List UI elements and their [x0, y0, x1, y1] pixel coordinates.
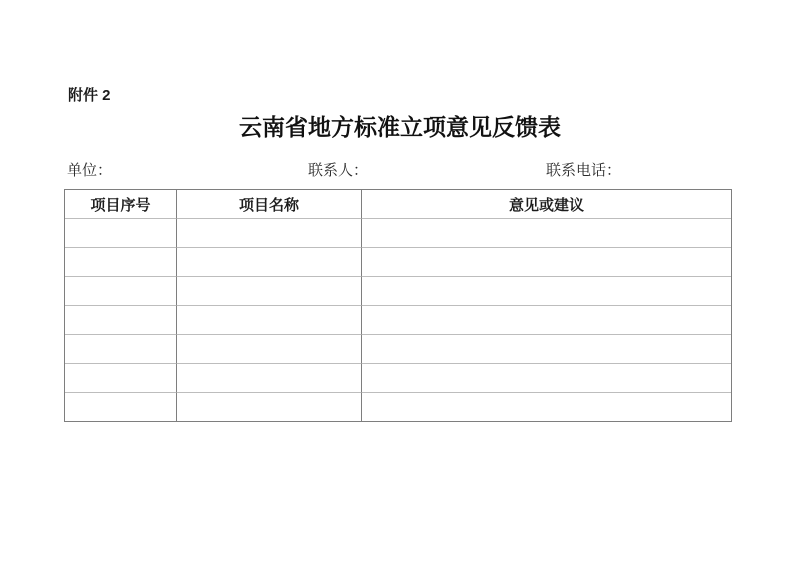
table-cell	[177, 306, 362, 335]
attachment-label: 附件 2	[68, 87, 111, 104]
contact-phone-label: 联系电话：	[546, 163, 622, 179]
table-cell	[177, 364, 362, 393]
table-cell	[362, 219, 731, 248]
table-row	[65, 335, 731, 364]
table-cell	[65, 277, 177, 306]
contact-person-label: 联系人：	[308, 163, 369, 179]
table-cell	[362, 277, 731, 306]
table-row	[65, 248, 731, 277]
table-cell	[65, 393, 177, 421]
table-cell	[177, 393, 362, 421]
table-row	[65, 306, 731, 335]
feedback-table	[64, 189, 732, 422]
table-cell	[362, 335, 731, 364]
table-cell	[65, 364, 177, 393]
header-project-sequence: 项目序号	[65, 190, 177, 219]
table-header-row	[65, 190, 731, 219]
table-row	[65, 219, 731, 248]
document-title: 云南省地方标准立项意见反馈表	[239, 115, 561, 140]
table-row	[65, 393, 731, 421]
table-cell	[65, 335, 177, 364]
table-row	[65, 277, 731, 306]
table-cell	[177, 277, 362, 306]
table-cell	[177, 335, 362, 364]
table-cell	[65, 306, 177, 335]
table-cell	[65, 248, 177, 277]
table-cell	[362, 248, 731, 277]
table-body	[65, 219, 731, 421]
table-cell	[362, 393, 731, 421]
header-opinion-or-suggestion: 意见或建议	[362, 190, 731, 219]
table-row	[65, 364, 731, 393]
table-cell	[177, 219, 362, 248]
table-cell	[362, 364, 731, 393]
table-cell	[65, 219, 177, 248]
header-project-name: 项目名称	[177, 190, 362, 219]
table-cell	[177, 248, 362, 277]
table-cell	[362, 306, 731, 335]
unit-label: 单位：	[67, 163, 113, 179]
